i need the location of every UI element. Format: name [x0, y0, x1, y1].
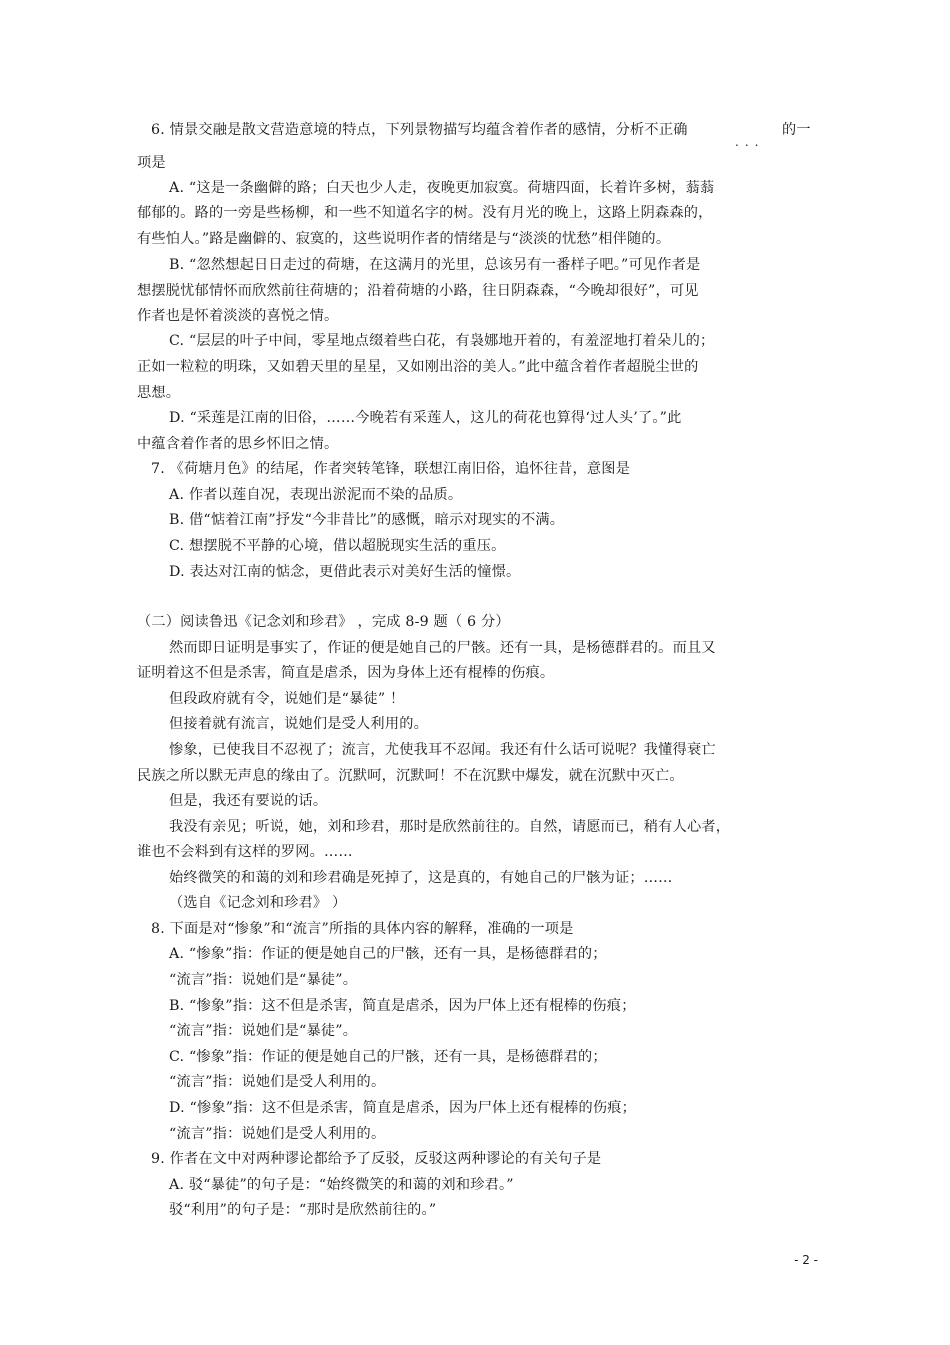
q6-option-d-line2: 中蕴含着作者的思乡怀旧之情。 [137, 436, 339, 452]
q8-option-b-line1: B. “惨象”指：这不但是杀害，简直是虐杀，因为尸体上还有棍棒的伤痕； [169, 998, 636, 1014]
q6-option-b-line1: B. “忽然想起日日走过的荷塘，在这满月的光里，总该另有一番样子吧。”可见作者是 [169, 257, 701, 273]
passage-line-4: 但接着就有流言，说她们是受人利用的。 [169, 716, 428, 732]
passage-line-6: 民族之所以默无声息的缘由了。沉默呵，沉默呵！不在沉默中爆发，就在沉默中灭亡。 [137, 768, 684, 784]
q6-stem-line1: 6. 情景交融是散文营造意境的特点，下列景物描写均蕴含着作者的感情，分析不正确 [151, 122, 688, 138]
q6-option-b-line2: 想摆脱忧郁情怀而欣然前往荷塘的；沿着荷塘的小路，往日阴森森，“今晚却很好”，可见 [137, 283, 699, 299]
q7-option-c: C. 想摆脱不平静的心境，借以超脱现实生活的重压。 [169, 538, 506, 554]
q8-option-c-line2: “流言”指：说她们是受人利用的。 [169, 1074, 386, 1090]
q8-option-d-line1: D. “惨象”指：这不但是杀害，简直是虐杀，因为尸体上还有棍棒的伤痕； [169, 1100, 637, 1116]
q8-option-a-line2: “流言”指：说她们是“暴徒”。 [169, 972, 358, 988]
passage-source: （选自《记念刘和珍君》 ） [169, 895, 347, 911]
q6-option-a-line1: A. “这是一条幽僻的路；白天也少人走，夜晚更加寂寞。荷塘四面，长着许多树，蓊蓊 [169, 180, 715, 196]
q7-option-b: B. 借“惦着江南”抒发“今非昔比”的感慨，暗示对现实的不满。 [169, 512, 565, 528]
q6-option-a-line2: 郁郁的。路的一旁是些杨柳，和一些不知道名字的树。没有月光的晚上，这路上阴森森的， [137, 205, 713, 221]
q7-stem: 7. 《荷塘月色》的结尾，作者突转笔锋，联想江南旧俗，追怀往昔，意图是 [151, 461, 631, 477]
q8-stem: 8. 下面是对“惨象”和“流言”所指的具体内容的解释，准确的一项是 [151, 921, 574, 937]
q6-option-c-line3: 思想。 [137, 385, 181, 401]
q8-option-a-line1: A. “惨象”指：作证的便是她自己的尸骸，还有一具，是杨德群君的； [169, 946, 607, 962]
q6-stem-line2: 项是 [137, 155, 166, 171]
passage-line-9: 谁也不会料到有这样的罗网。…… [137, 844, 353, 860]
q9-stem: 9. 作者在文中对两种谬论都给予了反驳，反驳这两种谬论的有关句子是 [151, 1151, 602, 1167]
passage-line-3: 但段政府就有令，说她们是“暴徒” ！ [169, 691, 405, 707]
q6-option-b-line3: 作者也是怀着淡淡的喜悦之情。 [137, 308, 339, 324]
q7-option-a: A. 作者以莲自况，表现出淤泥而不染的品质。 [169, 487, 463, 503]
section2-heading: （二）阅读鲁迅《记念刘和珍君》 ，完成 8-9 题（ 6 分） [137, 614, 510, 630]
q8-option-c-line1: C. “惨象”指：作证的便是她自己的尸骸，还有一具，是杨德群君的； [169, 1049, 607, 1065]
page-number: - 2 - [794, 1253, 818, 1267]
passage-line-2: 证明着这不但是杀害，简直是虐杀，因为身体上还有棍棒的伤痕。 [137, 665, 555, 681]
q9-option-a-line2: 驳“利用”的句子是：“那时是欣然前往的。” [169, 1202, 437, 1218]
passage-line-1: 然而即日证明是事实了，作证的便是她自己的尸骸。还有一具，是杨德群君的。而且又 [169, 640, 716, 656]
q6-option-c-line2: 正如一粒粒的明珠，又如碧天里的星星，又如刚出浴的美人。”此中蕴含着作者超脱尘世的 [137, 359, 699, 375]
q8-option-b-line2: “流言”指：说她们是“暴徒”。 [169, 1023, 358, 1039]
q8-option-d-line2: “流言”指：说她们是受人利用的。 [169, 1126, 386, 1142]
passage-line-10: 始终微笑的和蔼的刘和珍君确是死掉了，这是真的，有她自己的尸骸为证；…… [169, 870, 673, 886]
passage-line-8: 我没有亲见；听说，她，刘和珍君，那时是欣然前往的。自然，请愿而已，稍有人心者， [169, 819, 731, 835]
passage-line-5: 惨象，已使我目不忍视了；流言，尤使我耳不忍闻。我还有什么话可说呢？我懂得衰亡 [169, 742, 716, 758]
q9-option-a-line1: A. 驳“暴徒”的句子是：“始终微笑的和蔼的刘和珍君。” [169, 1177, 514, 1193]
q6-option-c-line1: C. “层层的叶子中间，零星地点缀着些白花，有袅娜地开着的，有羞涩地打着朵儿的； [169, 333, 715, 349]
q6-option-d-line1: D. “采莲是江南的旧俗，……今晚若有采莲人，这儿的荷花也算得‘过人头’了。”此 [169, 410, 682, 426]
passage-line-7: 但是，我还有要说的话。 [169, 793, 328, 809]
q6-stem-tail: 的一 [782, 122, 811, 138]
q7-option-d: D. 表达对江南的惦念，更借此表示对美好生活的憧憬。 [169, 564, 521, 580]
q6-option-a-line3: 有些怕人。”路是幽僻的、寂寞的，这些说明作者的情绪是与“淡淡的忧愁”相伴随的。 [137, 231, 671, 247]
q6-emphasis-dots: ... [735, 135, 765, 149]
